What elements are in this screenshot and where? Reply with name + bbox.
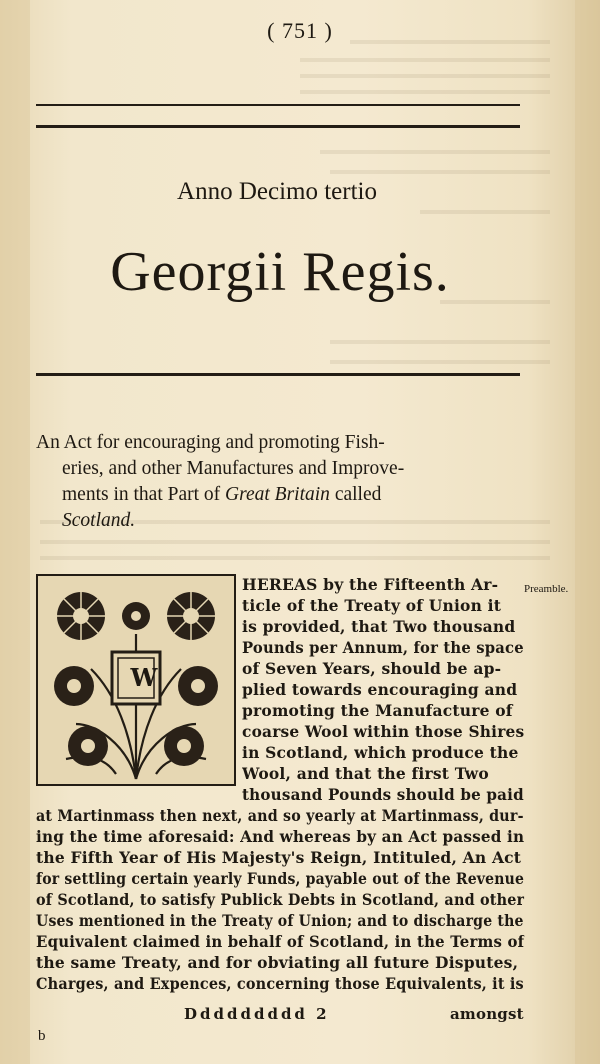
body-line: of Seven Years, should be ap- <box>242 659 502 678</box>
body-text-top <box>242 574 524 805</box>
act-title-line-3a: ments in that Part of <box>62 484 221 505</box>
act-title-line-3b: called <box>334 484 382 505</box>
body-line: is provided, that Two thousand <box>242 617 516 636</box>
title-line-2: Georgii Regis. <box>110 241 450 303</box>
signature-mark: Ddddddddd 2 <box>184 1005 330 1023</box>
page-number: ( 751 ) <box>267 18 333 43</box>
body-text-bottom <box>36 805 524 994</box>
body-line: Charges, and Expences, concerning those Equivalents, it is <box>36 974 524 993</box>
body-line: for settling certain yearly Funds, payable out of the Revenue <box>36 869 524 888</box>
body-line: in Scotland, which produce the <box>242 743 519 762</box>
body-line: coarse Wool within those Shires <box>242 722 525 741</box>
initial-letter: W <box>130 663 158 692</box>
act-title-line-1: An Act for encouraging and promoting Fish- <box>36 432 385 453</box>
body-line: Uses mentioned in the Treaty of Union; and to discharge the <box>36 911 524 930</box>
body-line: plied towards encouraging and <box>242 680 518 699</box>
body-line: the Fifth Year of His Majesty's Reign, Intituled, An Act <box>36 848 522 867</box>
body-line: the same Treaty, and for obviating all future Disputes, <box>36 953 519 972</box>
title-rule <box>36 373 520 376</box>
body-line: Wool, and that the first Two <box>242 764 489 783</box>
body-line: Pounds per Annum, for the space <box>242 638 524 657</box>
act-title-line-4 <box>36 508 524 534</box>
footer-letter: b <box>38 1028 46 1044</box>
body-line: of Scotland, to satisfy Publick Debts in Scotland, and other <box>36 890 525 909</box>
act-title <box>36 430 524 534</box>
act-title-line-3 <box>36 482 524 508</box>
act-title-great-britain: Great Britain <box>225 484 330 505</box>
body-line: Equivalent claimed in behalf of Scotland, in the Terms of <box>36 932 525 951</box>
margin-note-preamble: Preamble. <box>524 583 569 595</box>
body-line: ticle of the Treaty of Union it <box>242 596 502 615</box>
body-line: thousand Pounds should be paid <box>242 785 524 804</box>
act-title-line-2: eries, and other Manufactures and Improve- <box>62 458 405 479</box>
top-rule-thick <box>36 125 520 128</box>
body-line: ing the time aforesaid: And whereas by an Act passed in <box>36 827 525 846</box>
body-line: HEREAS by the Fifteenth Ar- <box>242 575 499 594</box>
catchword: amongst <box>450 1005 524 1023</box>
top-rule-thin <box>36 104 520 106</box>
body-line: at Martinmass then next, and so yearly at Martinmass, dur- <box>36 806 524 825</box>
title-line-1: Anno Decimo tertio <box>177 178 377 205</box>
body-line: promoting the Manufacture of <box>242 701 513 720</box>
act-title-scotland: Scotland. <box>62 510 136 531</box>
